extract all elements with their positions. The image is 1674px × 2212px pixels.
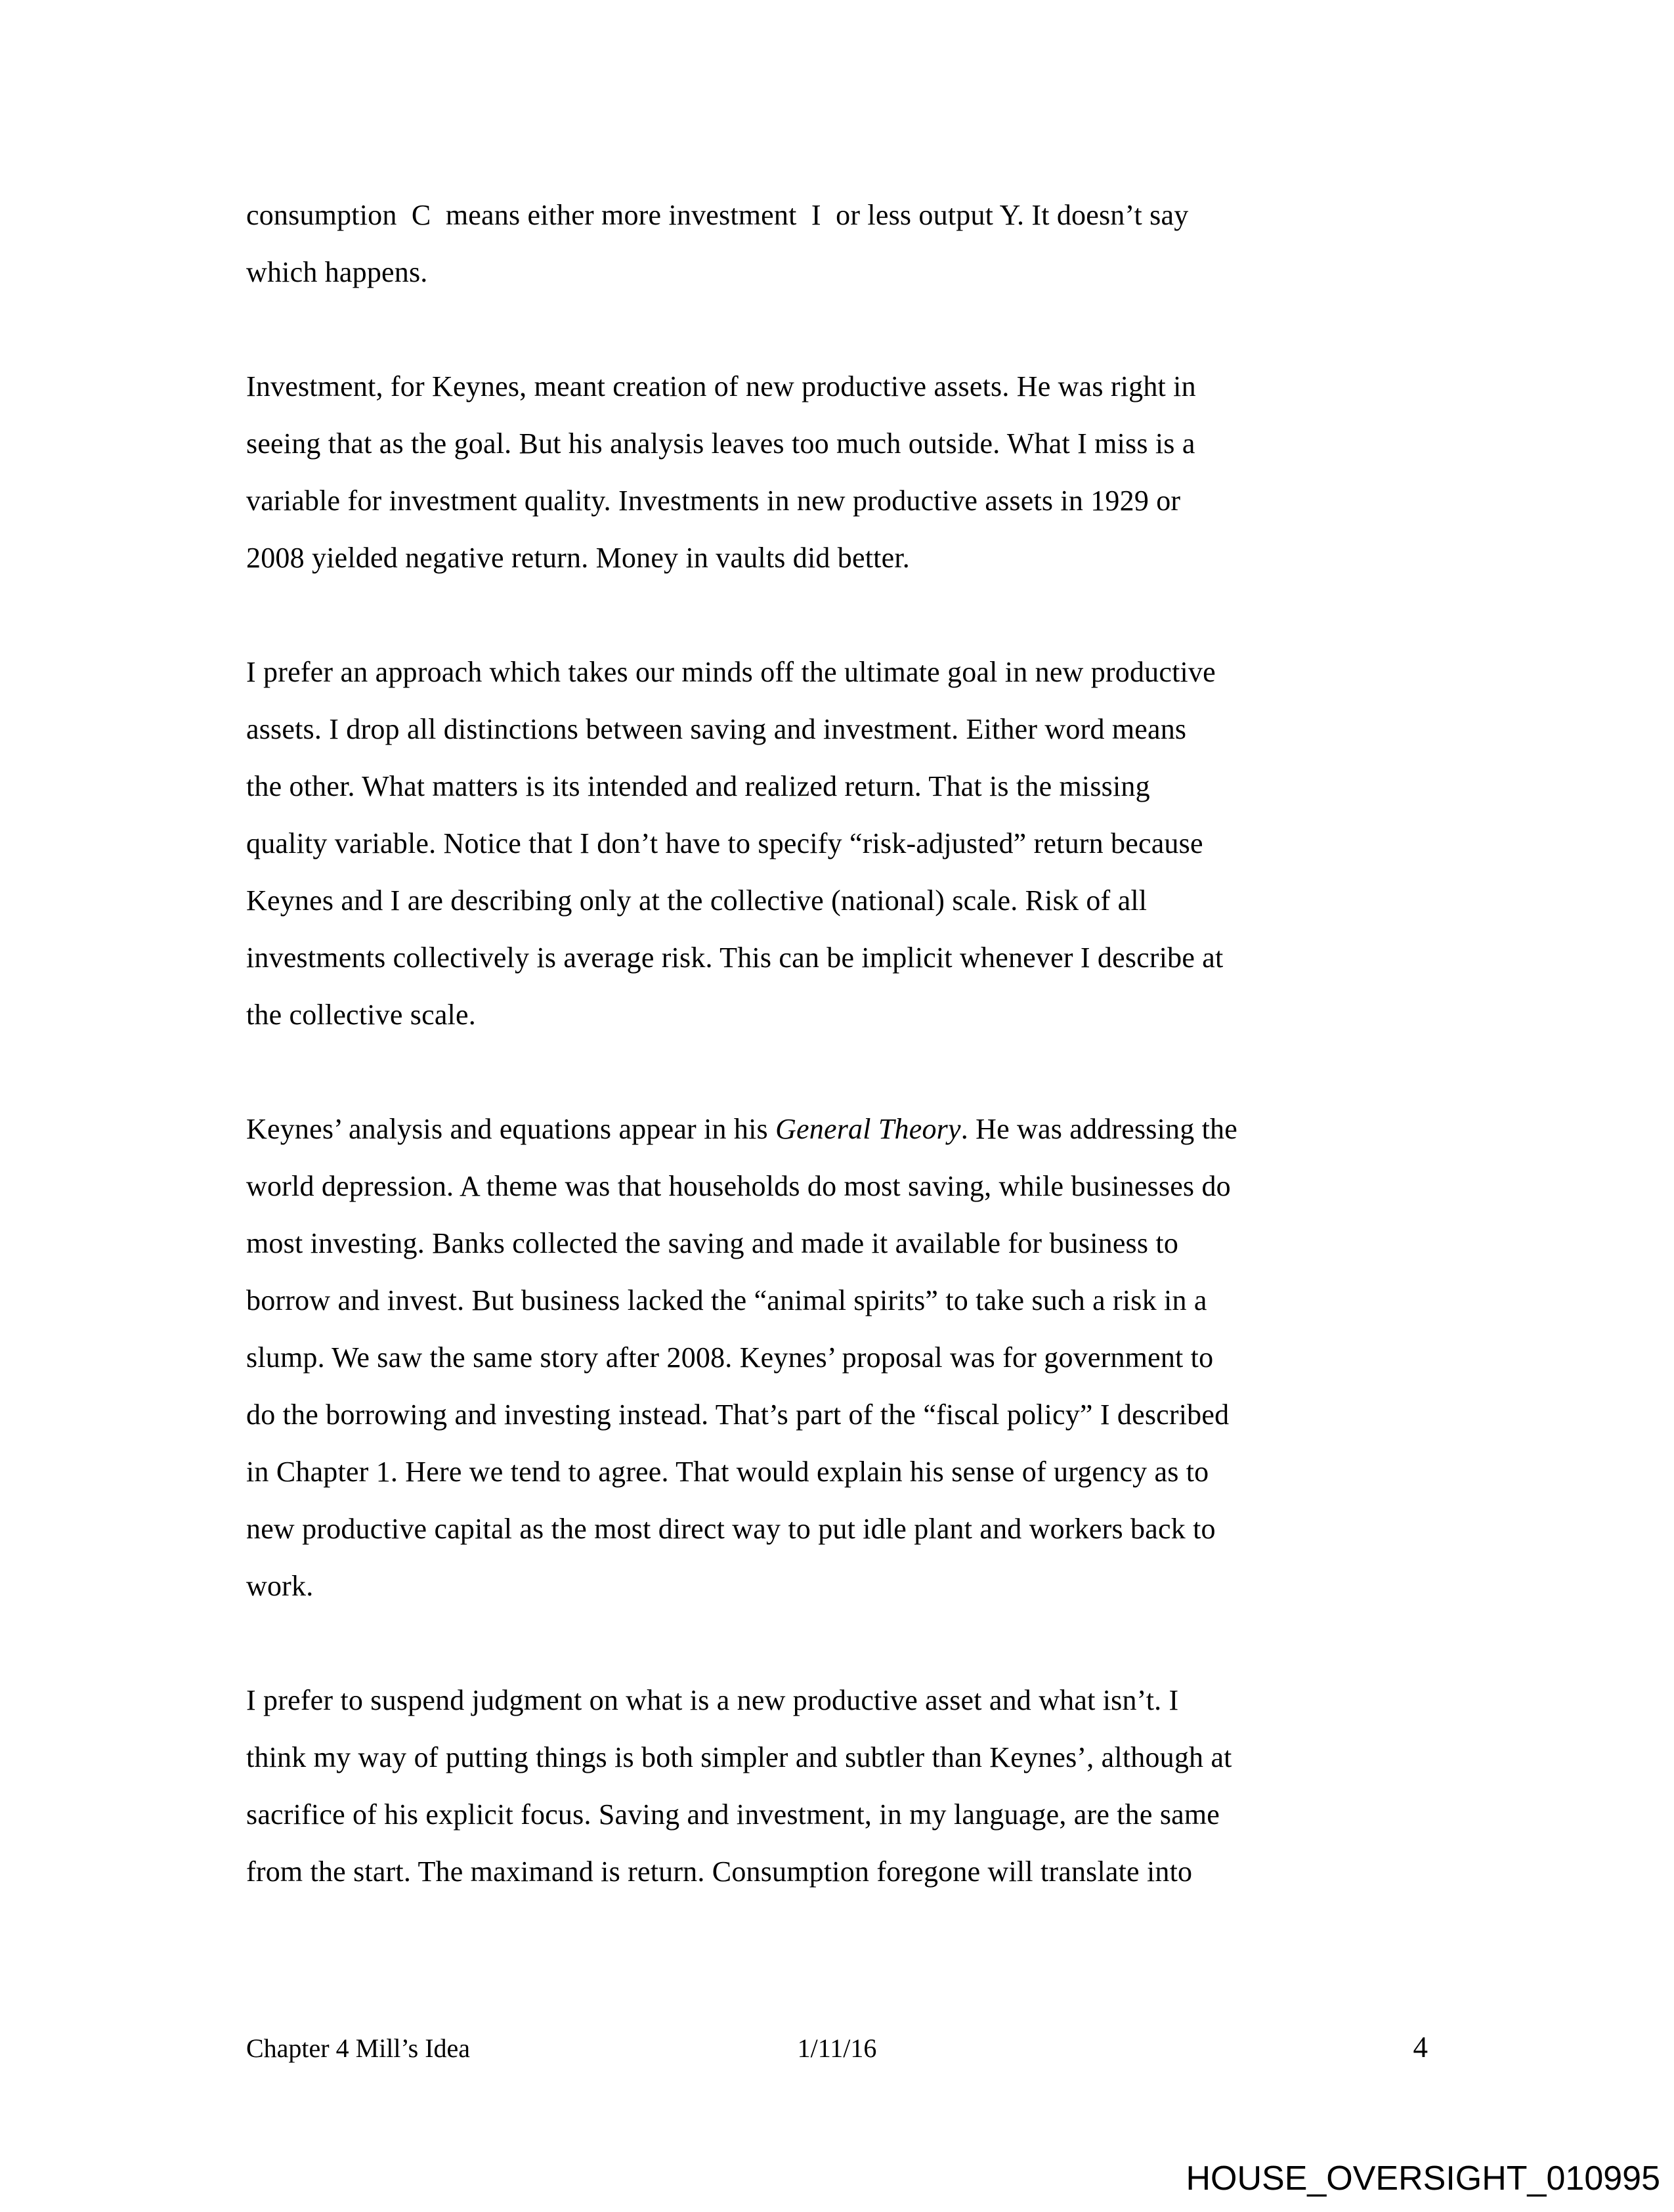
text-run: assets. I drop all distinctions between saving and investment. Either word means [246, 713, 1187, 745]
text-run: from the start. The maximand is return. Consumption foregone will translate into [246, 1855, 1193, 1888]
text-run: I prefer to suspend judgment on what is a new productive asset and what isn’t. I [246, 1684, 1179, 1716]
italic-text-run: General Theory [775, 1113, 961, 1145]
footer-date: 1/11/16 [797, 2033, 877, 2063]
text-run: slump. We saw the same story after 2008. Keynes’ proposal was for government to [246, 1341, 1214, 1374]
text-run: new productive capital as the most direct way to put idle plant and workers back to [246, 1513, 1216, 1545]
text-run: Investment, for Keynes, meant creation of new productive assets. He was right in [246, 370, 1196, 402]
bates-stamp: HOUSE_OVERSIGHT_010995 [1186, 2159, 1660, 2198]
text-run: the other. What matters is its intended and realized return. That is the missing [246, 770, 1150, 802]
text-run: think my way of putting things is both simpler and subtler than Keynes’, although at [246, 1741, 1232, 1773]
text-run: Keynes and I are describing only at the collective (national) scale. Risk of all [246, 884, 1148, 917]
paragraph [246, 186, 1438, 301]
paragraph [246, 1100, 1438, 1615]
text-run: consumption C means either more investment I or less output Y. It doesn’t say [246, 199, 1189, 231]
text-run: do the borrowing and investing instead. That’s part of the “fiscal policy” I described [246, 1399, 1230, 1431]
document-body [246, 186, 1438, 1957]
text-run: investments collectively is average risk. This can be implicit whenever I describe at [246, 942, 1224, 974]
text-run: world depression. A theme was that households do most saving, while businesses do [246, 1170, 1231, 1202]
text-run: 2008 yielded negative return. Money in vaults did better. [246, 542, 910, 574]
text-run: in Chapter 1. Here we tend to agree. That would explain his sense of urgency as to [246, 1456, 1209, 1488]
text-run: quality variable. Notice that I don’t have to specify “risk-adjusted” return because [246, 827, 1203, 859]
text-run: . He was addressing the [960, 1113, 1237, 1145]
footer-chapter-label: Chapter 4 Mill’s Idea [246, 2033, 471, 2063]
text-run: variable for investment quality. Investments in new productive assets in 1929 or [246, 485, 1181, 517]
text-run: most investing. Banks collected the saving and made it available for business to [246, 1227, 1179, 1259]
text-run: sacrifice of his explicit focus. Saving and investment, in my language, are the same [246, 1798, 1220, 1831]
text-run: seeing that as the goal. But his analysis leaves too much outside. What I miss is a [246, 427, 1195, 460]
paragraph [246, 643, 1438, 1043]
text-run: Keynes’ analysis and equations appear in his [246, 1113, 776, 1145]
text-run: work. [246, 1570, 314, 1602]
paragraph [246, 358, 1438, 586]
footer-page-number: 4 [1413, 2031, 1428, 2064]
text-run: borrow and invest. But business lacked the “animal spirits” to take such a risk in a [246, 1284, 1207, 1316]
text-run: which happens. [246, 256, 428, 288]
text-run: the collective scale. [246, 999, 476, 1031]
paragraph [246, 1672, 1438, 1900]
text-run: I prefer an approach which takes our minds off the ultimate goal in new productive [246, 656, 1216, 688]
